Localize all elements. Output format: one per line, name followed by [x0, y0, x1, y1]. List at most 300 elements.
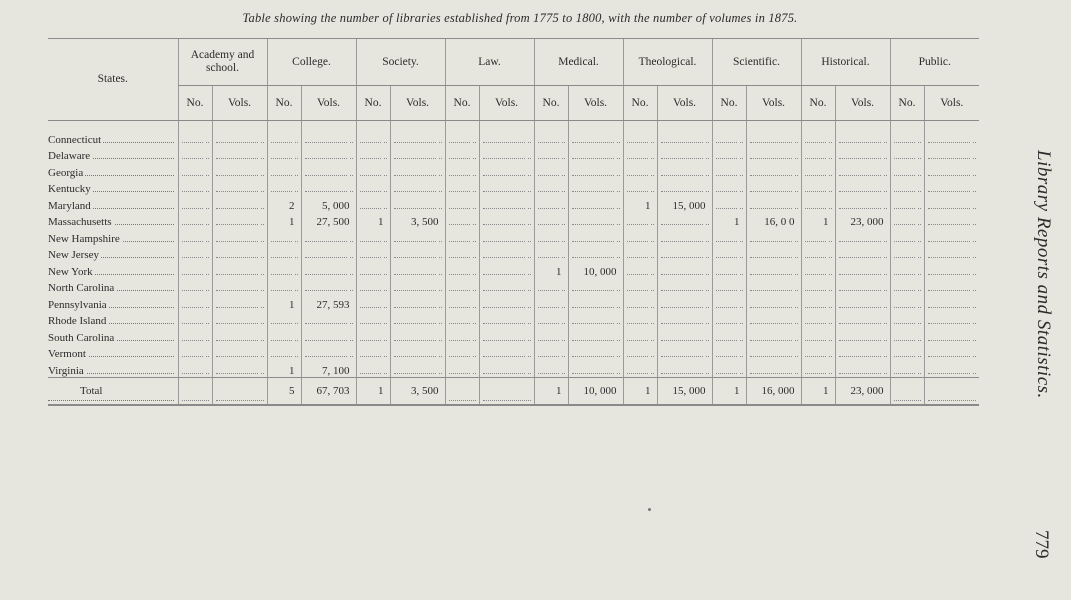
cell-value: [259, 348, 261, 360]
cell-value: 3, 500: [411, 216, 439, 228]
cell-value: [615, 200, 617, 212]
volumes-cell: [924, 360, 979, 377]
dot-leader: [928, 340, 977, 341]
no-header: No.: [534, 86, 568, 121]
cell-value: 5, 000: [322, 199, 350, 212]
dot-leader: [572, 307, 620, 308]
cell-value: [916, 200, 918, 212]
cell-value: [348, 134, 350, 146]
cell-value: 1: [734, 216, 740, 228]
volumes-cell: [301, 327, 356, 344]
dot-leader: [839, 241, 887, 242]
volumes-cell: [657, 327, 712, 344]
cell-value: [560, 167, 562, 179]
volumes-cell: [835, 327, 890, 344]
dot-leader: [750, 274, 798, 275]
count-cell: [801, 344, 835, 361]
volumes-cell: [212, 278, 267, 295]
dot-leader: [839, 257, 887, 258]
cell-value: [615, 332, 617, 344]
cell-value: [526, 266, 528, 278]
volumes-cell: [301, 245, 356, 262]
volumes-cell: [479, 261, 534, 278]
cell-value: [526, 167, 528, 179]
volumes-cell: [568, 162, 623, 179]
category-header: Public.: [890, 39, 979, 86]
cell-value: [827, 134, 829, 146]
count-cell: [178, 261, 212, 278]
dot-leader: [394, 208, 442, 209]
dot-leader: [394, 373, 442, 374]
dot-leader: [483, 142, 531, 143]
dot-leader: [750, 158, 798, 159]
dot-leader: [928, 307, 977, 308]
cell-value: 1: [734, 384, 740, 397]
volumes-cell: [479, 162, 534, 179]
count-cell: [267, 377, 301, 405]
cell-value: [259, 282, 261, 294]
volumes-cell: [924, 311, 979, 328]
volumes-cell: [924, 228, 979, 245]
count-cell: [890, 195, 924, 212]
count-cell: [178, 212, 212, 229]
dot-leader: [182, 400, 209, 401]
dot-leader: [750, 290, 798, 291]
dot-leader: [572, 224, 620, 225]
dot-leader: [394, 274, 442, 275]
table-row: [48, 146, 979, 163]
dot-leader: [839, 175, 887, 176]
cell-value: [916, 385, 918, 397]
dot-leader: [750, 340, 798, 341]
count-cell: [890, 311, 924, 328]
cell-value: [615, 348, 617, 360]
cell-value: [471, 266, 473, 278]
cell-value: [704, 167, 706, 179]
volumes-cell: [746, 179, 801, 196]
state-name: Delaware: [48, 150, 91, 162]
no-header: No.: [801, 86, 835, 121]
cell-value: [471, 150, 473, 162]
volumes-cell: [568, 245, 623, 262]
count-cell: [356, 278, 390, 295]
cell-value: [649, 134, 651, 146]
cell-value: [526, 134, 528, 146]
dot-leader: [839, 356, 887, 357]
dot-leader: [572, 323, 620, 324]
state-name: Kentucky: [48, 183, 91, 195]
count-cell: [178, 146, 212, 163]
cell-value: [971, 299, 973, 311]
cell-value: [204, 233, 206, 245]
volumes-cell: [390, 327, 445, 344]
cell-value: [560, 134, 562, 146]
cell-value: [704, 332, 706, 344]
count-cell: [712, 179, 746, 196]
cell-value: [916, 249, 918, 261]
count-cell: [267, 311, 301, 328]
count-cell: [890, 212, 924, 229]
count-cell: [445, 377, 479, 405]
cell-value: [827, 282, 829, 294]
volumes-cell: [835, 162, 890, 179]
cell-value: [615, 365, 617, 377]
cell-value: [704, 299, 706, 311]
count-cell: [534, 179, 568, 196]
dot-leader: [305, 191, 353, 192]
count-cell: [801, 261, 835, 278]
cell-value: [259, 365, 261, 377]
count-cell: [445, 327, 479, 344]
cell-value: 5: [289, 384, 295, 397]
count-cell: [267, 162, 301, 179]
volumes-cell: [746, 344, 801, 361]
total-row: [48, 377, 979, 405]
count-cell: [801, 179, 835, 196]
cell-value: [348, 150, 350, 162]
volumes-cell: [212, 261, 267, 278]
cell-value: [971, 332, 973, 344]
cell-value: [259, 385, 261, 397]
dot-leader: [661, 274, 709, 275]
cell-value: [916, 216, 918, 228]
vols-header: Vols.: [301, 86, 356, 121]
volumes-cell: [746, 261, 801, 278]
header-row-categories: [48, 39, 979, 86]
cell-value: [738, 183, 740, 195]
dot-leader: [572, 290, 620, 291]
cell-value: 1: [378, 216, 384, 228]
cell-value: [882, 249, 884, 261]
volumes-cell: [479, 228, 534, 245]
cell-value: [382, 315, 384, 327]
state-name: Total: [80, 384, 103, 397]
cell-value: [560, 315, 562, 327]
cell-value: [293, 167, 295, 179]
count-cell: [178, 377, 212, 405]
table-row: [48, 360, 979, 377]
state-name: Virginia: [48, 364, 84, 377]
count-cell: [623, 360, 657, 377]
cell-value: [471, 200, 473, 212]
cell-value: [382, 266, 384, 278]
volumes-cell: [212, 327, 267, 344]
dot-leader: [449, 400, 476, 401]
volumes-cell: [835, 228, 890, 245]
cell-value: [526, 183, 528, 195]
volumes-cell: [568, 195, 623, 212]
dot-leader: [839, 274, 887, 275]
cell-value: [437, 134, 439, 146]
cell-value: [793, 249, 795, 261]
dot-leader: [572, 208, 620, 209]
category-header: Law.: [445, 39, 534, 86]
cell-value: 16, 000: [761, 384, 795, 397]
volumes-cell: [568, 212, 623, 229]
volumes-cell: [390, 344, 445, 361]
dot-leader: [216, 241, 264, 242]
cell-value: [615, 299, 617, 311]
volumes-cell: [390, 278, 445, 295]
dot-leader: [839, 323, 887, 324]
volumes-cell: [479, 121, 534, 146]
count-cell: [890, 261, 924, 278]
cell-value: [471, 249, 473, 261]
cell-value: [204, 200, 206, 212]
volumes-cell: [924, 327, 979, 344]
dot-leader: [216, 142, 264, 143]
count-cell: [534, 294, 568, 311]
dot-leader: [48, 400, 174, 401]
volumes-cell: [835, 121, 890, 146]
volumes-cell: [390, 162, 445, 179]
count-cell: [445, 121, 479, 146]
dot-leader: [750, 191, 798, 192]
cell-value: [971, 385, 973, 397]
cell-value: [971, 134, 973, 146]
cell-value: [471, 348, 473, 360]
cell-value: [293, 282, 295, 294]
volumes-cell: [657, 228, 712, 245]
cell-value: [649, 150, 651, 162]
volumes-cell: [657, 195, 712, 212]
cell-value: [704, 365, 706, 377]
cell-value: [971, 167, 973, 179]
volumes-cell: [746, 294, 801, 311]
page-number: 779: [1031, 530, 1052, 559]
cell-value: [649, 249, 651, 261]
cell-value: 1: [289, 298, 295, 311]
volumes-cell: [568, 278, 623, 295]
cell-value: [793, 233, 795, 245]
dot-leader: [216, 290, 264, 291]
dot-leader: [216, 175, 264, 176]
cell-value: [437, 150, 439, 162]
volumes-cell: [479, 195, 534, 212]
cell-value: [793, 150, 795, 162]
cell-value: [649, 167, 651, 179]
cell-value: [204, 385, 206, 397]
dot-leader: [305, 290, 353, 291]
cell-value: [560, 216, 562, 228]
cell-value: [704, 134, 706, 146]
count-cell: [712, 195, 746, 212]
cell-value: [348, 332, 350, 344]
volumes-cell: [212, 146, 267, 163]
cell-value: [649, 348, 651, 360]
dot-leader: [750, 175, 798, 176]
cell-value: [259, 150, 261, 162]
category-header: Scientific.: [712, 39, 801, 86]
category-header: College.: [267, 39, 356, 86]
cell-value: [916, 348, 918, 360]
cell-value: [916, 183, 918, 195]
cell-value: [916, 150, 918, 162]
state-cell: [48, 311, 178, 328]
count-cell: [712, 212, 746, 229]
dot-leader: [572, 257, 620, 258]
cell-value: [649, 299, 651, 311]
dot-leader: [839, 290, 887, 291]
count-cell: [445, 228, 479, 245]
cell-value: [437, 365, 439, 377]
dot-leader: [483, 373, 531, 374]
cell-value: [471, 216, 473, 228]
cell-value: [526, 200, 528, 212]
volumes-cell: [479, 344, 534, 361]
dot-leader: [483, 356, 531, 357]
cell-value: [382, 183, 384, 195]
volumes-cell: [479, 278, 534, 295]
cell-value: 3, 500: [411, 384, 439, 397]
dot-leader: [572, 175, 620, 176]
count-cell: [801, 121, 835, 146]
cell-value: [204, 216, 206, 228]
count-cell: [712, 245, 746, 262]
cell-value: [882, 183, 884, 195]
cell-value: [882, 365, 884, 377]
cell-value: [649, 233, 651, 245]
volumes-cell: [746, 228, 801, 245]
volumes-cell: [657, 179, 712, 196]
dot-leader: [216, 191, 264, 192]
count-cell: [178, 360, 212, 377]
dot-leader: [928, 400, 977, 401]
volumes-cell: [390, 261, 445, 278]
count-cell: [623, 278, 657, 295]
count-cell: [712, 360, 746, 377]
count-cell: [534, 228, 568, 245]
volumes-cell: [924, 294, 979, 311]
dot-leader: [483, 290, 531, 291]
cell-value: [649, 315, 651, 327]
dot-leader: [394, 257, 442, 258]
cell-value: [560, 282, 562, 294]
volumes-cell: [835, 245, 890, 262]
volumes-cell: [835, 294, 890, 311]
volumes-cell: [657, 146, 712, 163]
cell-value: 27, 500: [316, 216, 350, 228]
cell-value: [204, 365, 206, 377]
dot-leader: [928, 356, 977, 357]
volumes-cell: [301, 294, 356, 311]
state-cell: [48, 121, 178, 146]
dot-leader: [305, 274, 353, 275]
count-cell: [267, 245, 301, 262]
volumes-cell: [568, 327, 623, 344]
state-name: Connecticut: [48, 133, 102, 146]
cell-value: [827, 233, 829, 245]
cell-value: 15, 000: [672, 384, 706, 397]
state-cell: [48, 377, 178, 405]
dot-leader: [661, 307, 709, 308]
volumes-cell: [301, 261, 356, 278]
volumes-cell: [301, 212, 356, 229]
cell-value: [882, 134, 884, 146]
state-cell: [48, 228, 178, 245]
volumes-cell: [212, 360, 267, 377]
dot-leader: [928, 323, 977, 324]
state-name: North Carolina: [48, 282, 115, 294]
volumes-cell: [390, 212, 445, 229]
dot-leader: [483, 208, 531, 209]
count-cell: [890, 245, 924, 262]
volumes-cell: [924, 121, 979, 146]
cell-value: [382, 249, 384, 261]
table-row: [48, 261, 979, 278]
cell-value: [971, 150, 973, 162]
cell-value: [704, 282, 706, 294]
cell-value: [348, 315, 350, 327]
volumes-cell: [924, 195, 979, 212]
cell-value: [615, 233, 617, 245]
volumes-cell: [657, 162, 712, 179]
count-cell: [267, 228, 301, 245]
volumes-cell: [212, 162, 267, 179]
vols-header: Vols.: [746, 86, 801, 121]
count-cell: [445, 294, 479, 311]
cell-value: [293, 315, 295, 327]
cell-value: [971, 216, 973, 228]
cell-value: [560, 249, 562, 261]
volumes-cell: [924, 146, 979, 163]
dot-leader: [928, 175, 977, 176]
volumes-cell: [301, 228, 356, 245]
count-cell: [267, 121, 301, 146]
count-cell: [356, 162, 390, 179]
cell-value: [704, 249, 706, 261]
volumes-cell: [746, 195, 801, 212]
volumes-cell: [301, 278, 356, 295]
state-cell: [48, 261, 178, 278]
count-cell: [801, 278, 835, 295]
count-cell: [178, 162, 212, 179]
vols-header: Vols.: [924, 86, 979, 121]
volumes-cell: [657, 278, 712, 295]
cell-value: [259, 183, 261, 195]
count-cell: [623, 121, 657, 146]
volumes-cell: [301, 195, 356, 212]
cell-value: 10, 000: [583, 265, 617, 278]
cell-value: [293, 266, 295, 278]
cell-value: [204, 249, 206, 261]
state-cell: [48, 179, 178, 196]
cell-value: [971, 183, 973, 195]
dot-leader: [839, 307, 887, 308]
state-name: Maryland: [48, 199, 91, 212]
cell-value: [259, 332, 261, 344]
volumes-cell: [835, 377, 890, 405]
cell-value: [204, 348, 206, 360]
count-cell: [356, 146, 390, 163]
cell-value: [882, 150, 884, 162]
cell-value: [382, 365, 384, 377]
running-title: Library Reports and Statistics.: [1033, 150, 1054, 399]
count-cell: [356, 327, 390, 344]
volumes-cell: [212, 344, 267, 361]
table-row: [48, 294, 979, 311]
count-cell: [712, 261, 746, 278]
cell-value: 27, 593: [316, 298, 350, 311]
cell-value: [471, 299, 473, 311]
cell-value: [738, 365, 740, 377]
cell-value: [971, 249, 973, 261]
vols-header: Vols.: [568, 86, 623, 121]
cell-value: [526, 150, 528, 162]
cell-value: [649, 266, 651, 278]
volumes-cell: [390, 195, 445, 212]
count-cell: [712, 294, 746, 311]
